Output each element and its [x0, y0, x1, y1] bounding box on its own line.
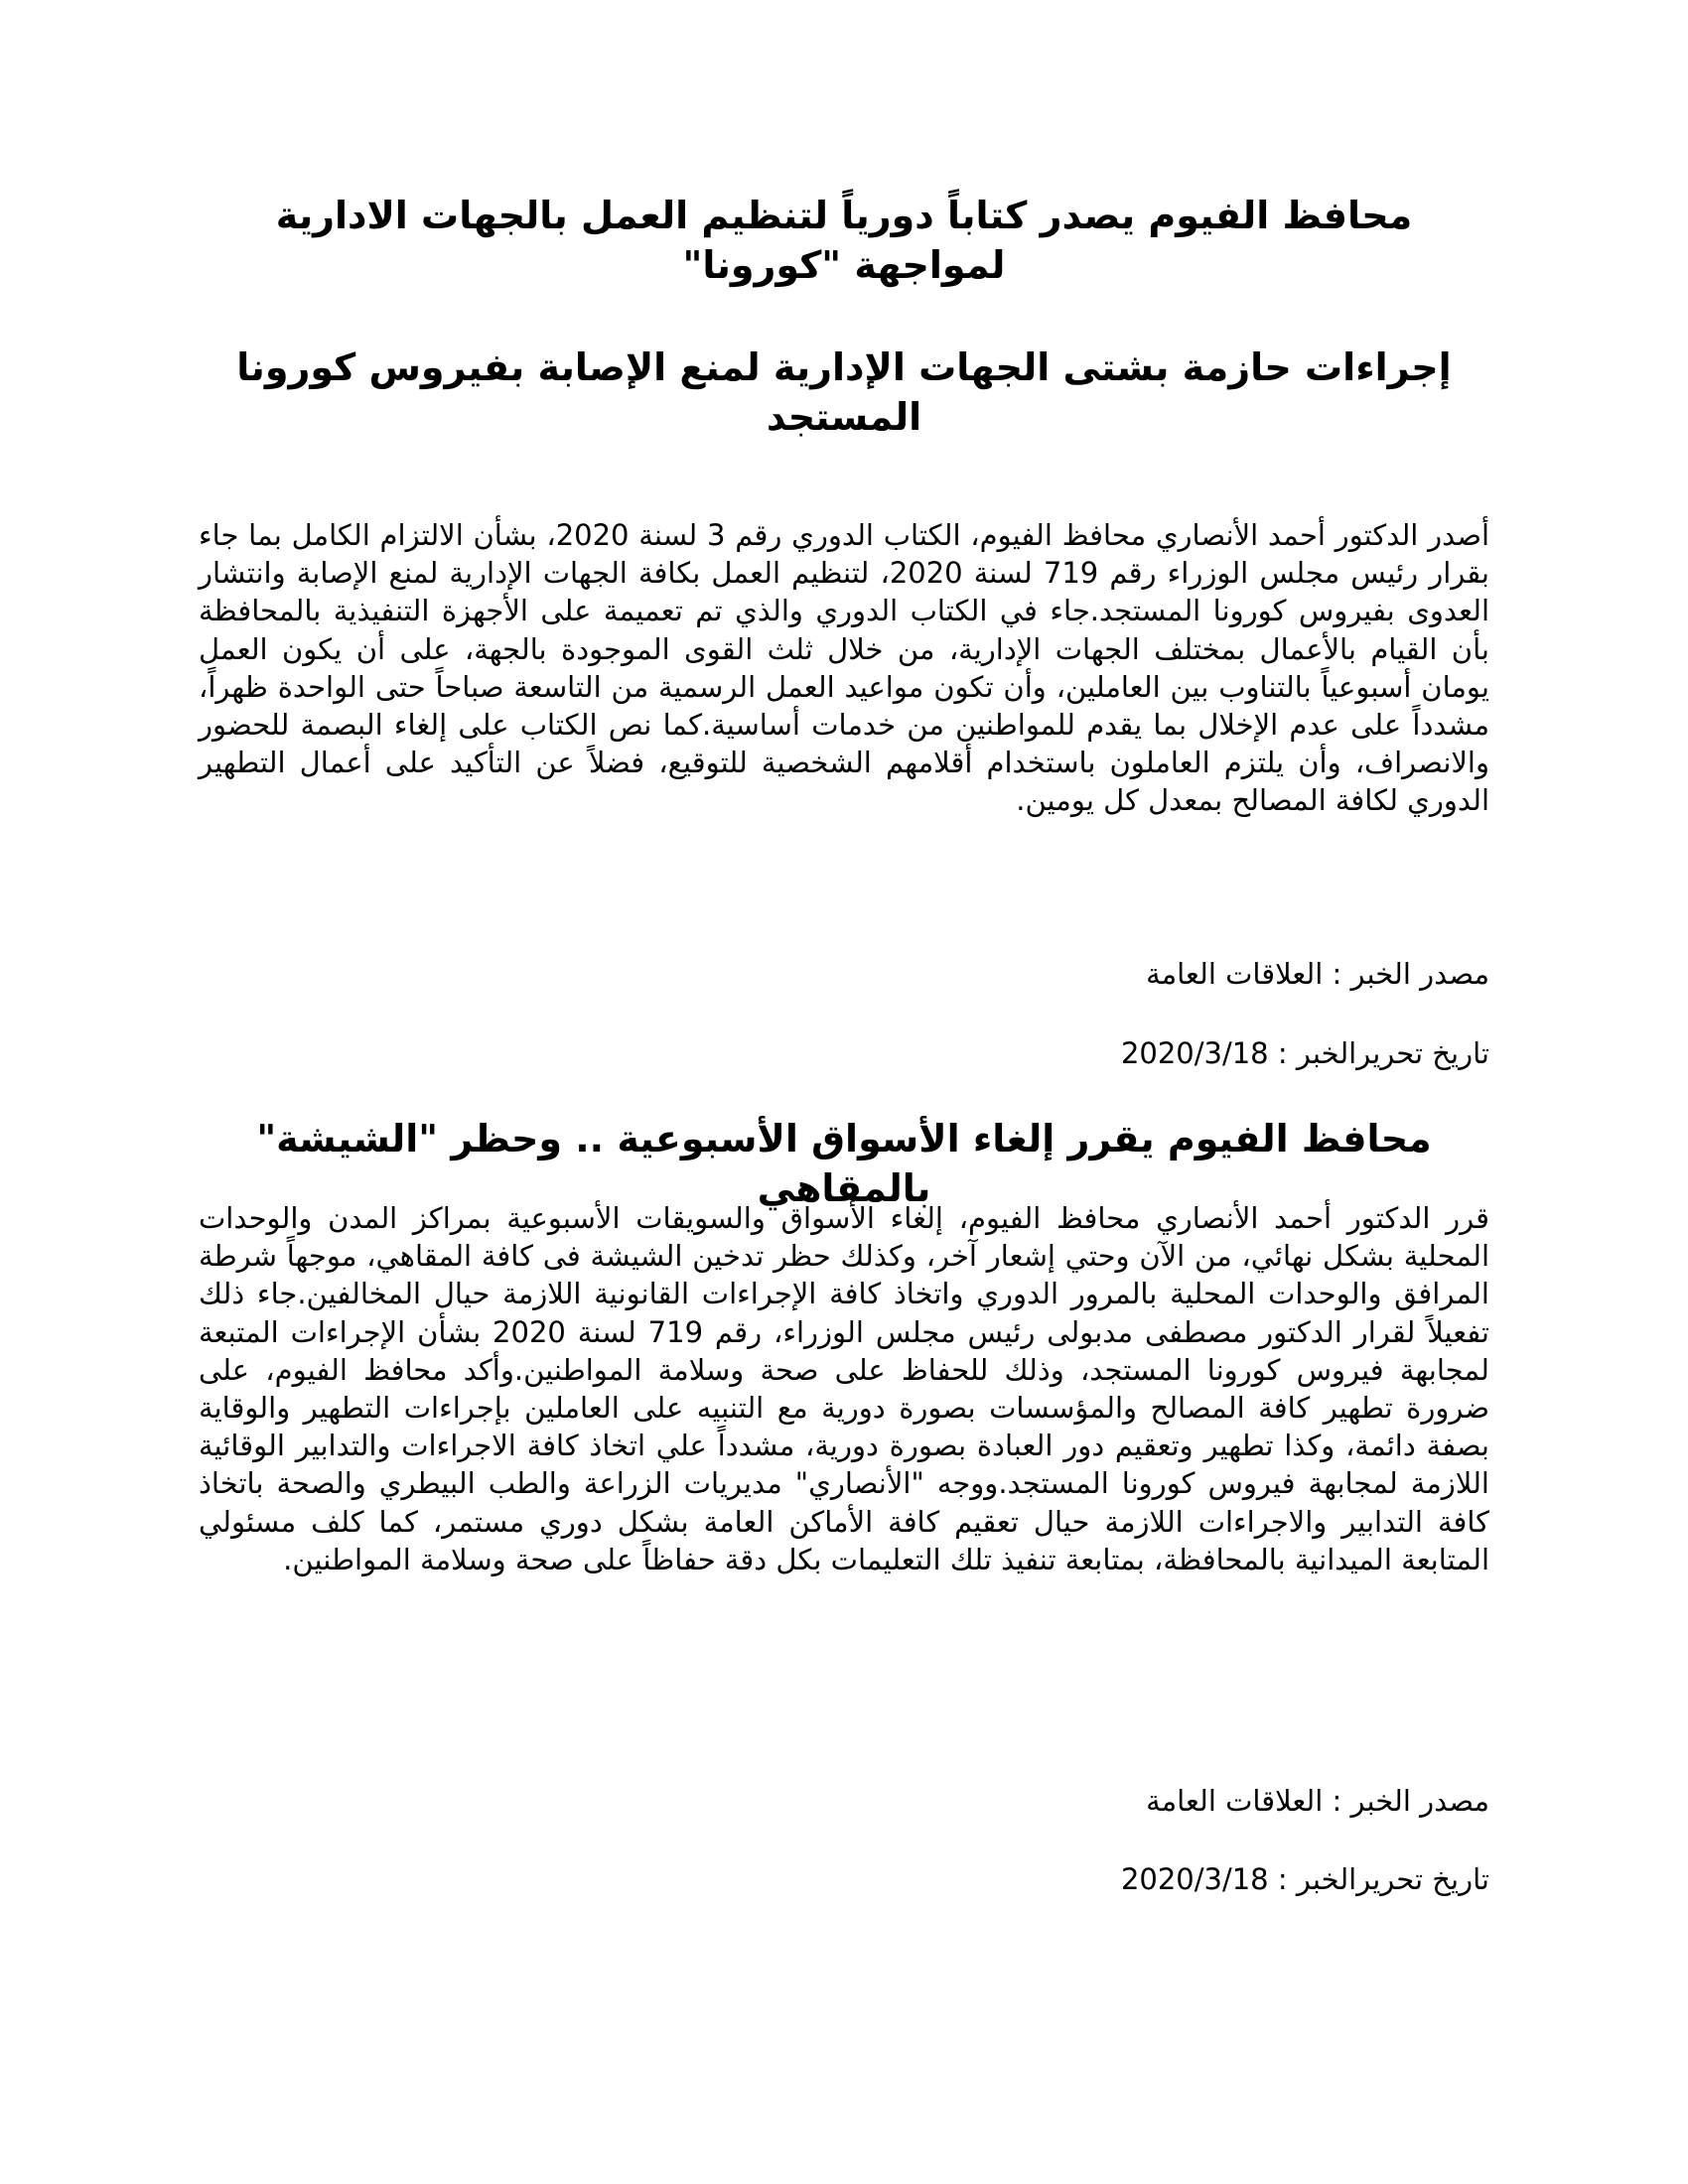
article-2-date: تاريخ تحريرالخبر : 2020/3/18 [1120, 1862, 1489, 1896]
article-2-title: محافظ الفيوم يقرر إلغاء الأسواق الأسبوعية .. وحظر "الشيشة" بالمقاهي [256, 1117, 1432, 1210]
article-1-title: محافظ الفيوم يصدر كتاباً دورياً لتنظيم العمل بالجهات الادارية لمواجهة "كورونا" [275, 194, 1413, 287]
article-1-subtitle: إجراءات حازمة بشتى الجهات الإدارية لمنع الإصابة بفيروس كورونا المستجد [236, 345, 1452, 439]
article-1-body: أصدر الدكتور أحمد الأنصاري محافظ الفيوم، الكتاب الدوري رقم 3 لسنة 2020، بشأن الالتزام الكامل بما جاء بقرار رئيس مجلس الوزراء رقم 719 لسنة 2020، لتنظيم العمل بكافة الجهات الإدارية لمنع الإصابة وانتشار العدوى بفيروس كورونا المستجد.جاء في الكتاب الدوري والذي تم تعميمة على الأجهزة التنفيذية بالمحافظة بأن القيام بالأعمال بمختلف الجهات الإدارية، من خلال ثلث القوى الموجودة بالجهة، على أن يكون العمل يومان أسبوعياً بالتناوب بين العاملين، وأن تكون مواعيد العمل الرسمية من التاسعة صباحاً حتى الواحدة ظهراً، مشدداً على عدم الإخلال بما يقدم للمواطنين من خدمات أساسية.كما نص الكتاب على إلغاء البصمة للحضور والانصراف، وأن يلتزم العاملون باستخدام أقلامهم الشخصية للتوقيع، فضلاً عن التأكيد على أعمال التطهير الدوري لكافة المصالح بمعدل كل يومين. [199, 518, 1490, 818]
article-1-source: مصدر الخبر : العلاقات العامة [1146, 957, 1489, 991]
article-1-date: تاريخ تحريرالخبر : 2020/3/18 [1120, 1036, 1489, 1070]
article-2-body: قرر الدكتور أحمد الأنصاري محافظ الفيوم، إلغاء الأسواق والسويقات الأسبوعية بمراكز المدن والوحدات المحلية بشكل نهائي، من الآن وحتي إشعار آخر، وكذلك حظر تدخين الشيشة فى كافة المقاهي، موجهاً شرطة المرافق والوحدات المحلية بالمرور الدوري واتخاذ كافة الإجراءات القانونية اللازمة حيال المخالفين.جاء ذلك تفعيلاً لقرار الدكتور مصطفى مدبولى رئيس مجلس الوزراء، رقم 719 لسنة 2020 بشأن الإجراءات المتبعة لمجابهة فيروس كورونا المستجد، وذلك للحفاظ على صحة وسلامة المواطنين.وأكد محافظ الفيوم، على ضرورة تطهير كافة المصالح والمؤسسات بصورة دورية مع التنبيه على العاملين بإجراءات التطهير والوقاية بصفة دائمة، وكذا تطهير وتعقيم دور العبادة بصورة دورية، مشدداً علي اتخاذ كافة الاجراءات والتدابير الوقائية اللازمة لمجابهة فيروس كورونا المستجد.ووجه "الأنصاري" مديريات الزراعة والطب البيطري والصحة باتخاذ كافة التدابير والاجراءات اللازمة حيال تعقيم كافة الأماكن العامة بشكل دوري مستمر، كما كلف مسئولي المتابعة الميدانية بالمحافظة، بمتابعة تنفيذ تلك التعليمات بكل دقة حفاظاً على صحة وسلامة المواطنين. [199, 1201, 1489, 1576]
article-2-source: مصدر الخبر : العلاقات العامة [1146, 1784, 1489, 1818]
